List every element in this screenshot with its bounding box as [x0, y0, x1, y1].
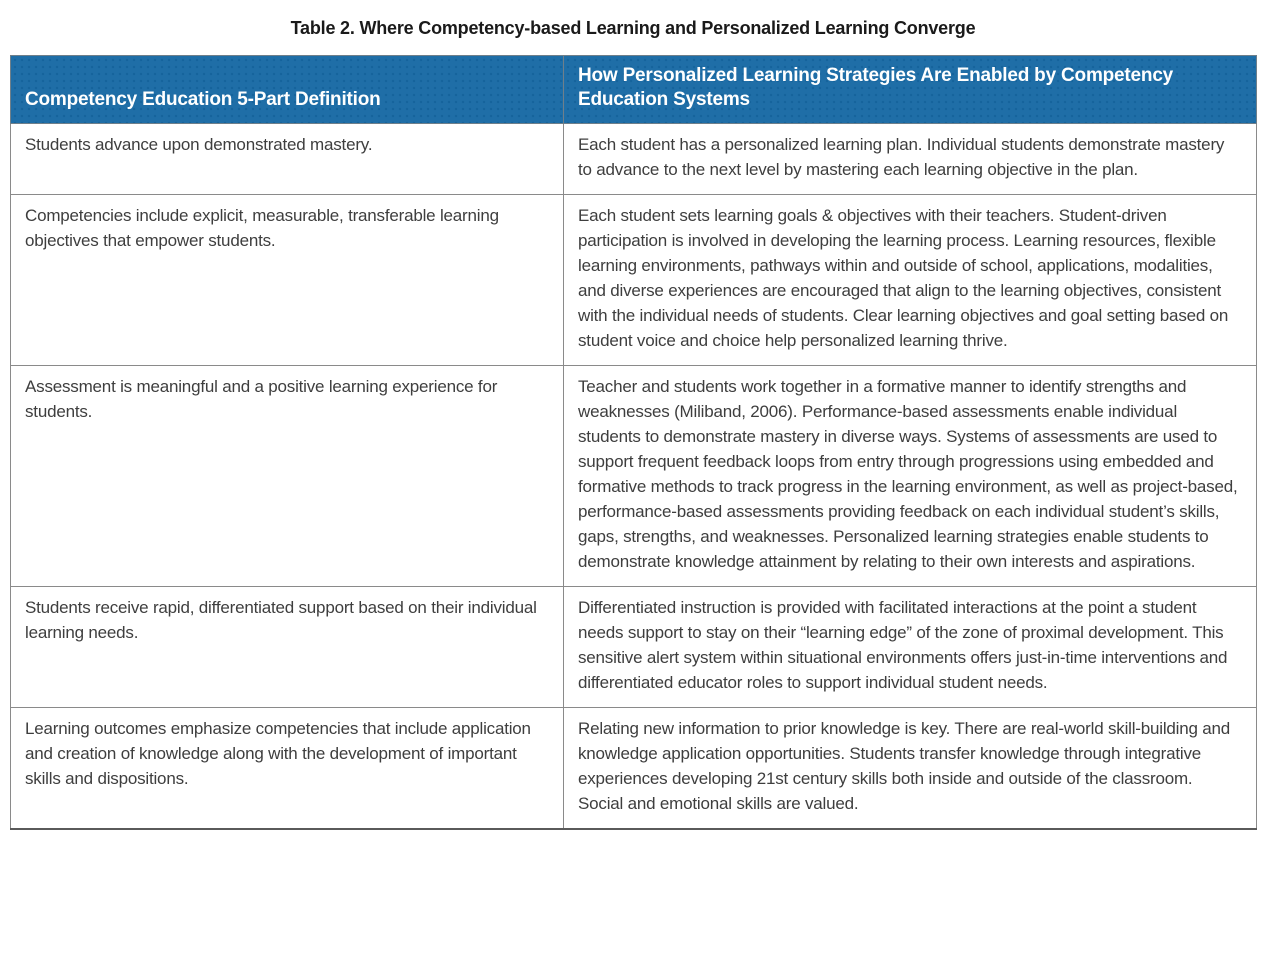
definition-cell: Competencies include explicit, measurable, transferable learning objectives that empower students.: [11, 195, 564, 366]
convergence-table: [10, 55, 1257, 830]
table-row: [11, 124, 1257, 195]
strategy-cell: Each student has a personalized learning plan. Individual students demonstrate mastery to advance to the next level by mastering each learning objective in the plan.: [564, 124, 1257, 195]
definition-cell: Students receive rapid, differentiated support based on their individual learning needs.: [11, 587, 564, 708]
header-row: [11, 56, 1257, 124]
strategy-cell: Relating new information to prior knowledge is key. There are real-world skill-building and knowledge application opportunities. Students transfer knowledge through integrative experiences developing 21st century skills both inside and outside of the classroom. Social and emotional skills are valued.: [564, 708, 1257, 830]
definition-cell: Assessment is meaningful and a positive learning experience for students.: [11, 366, 564, 587]
strategy-cell: Teacher and students work together in a formative manner to identify strengths and weaknesses (Miliband, 2006). Performance-based assessments enable individual students to demonstrate mastery in diverse ways. Systems of assessments are used to support frequent feedback loops from entry through progressions using embedded and formative methods to track progress in the learning environment, as well as project-based, performance-based assessments providing feedback on each individual student’s skills, gaps, strengths, and weaknesses. Personalized learning strategies enable students to demonstrate knowledge attainment by relating to their own interests and aspirations.: [564, 366, 1257, 587]
table-header: [11, 56, 1257, 124]
table-caption: Table 2. Where Competency-based Learning and Personalized Learning Converge: [290, 18, 976, 38]
definition-cell: Students advance upon demonstrated mastery.: [11, 124, 564, 195]
table-row: [11, 195, 1257, 366]
column-header-definition: Competency Education 5-Part Definition: [11, 56, 564, 124]
column-header-strategies: How Personalized Learning Strategies Are Enabled by Competency Education Systems: [564, 56, 1257, 124]
strategy-cell: Each student sets learning goals & objectives with their teachers. Student-driven participation is involved in developing the learning process. Learning resources, flexible learning environments, pathways within and outside of school, applications, modalities, and diverse experiences are encouraged that align to the learning objectives, consistent with the individual needs of students. Clear learning objectives and goal setting based on student voice and choice help personalized learning thrive.: [564, 195, 1257, 366]
table-row: [11, 366, 1257, 587]
strategy-cell: Differentiated instruction is provided with facilitated interactions at the point a student needs support to stay on their “learning edge” of the zone of proximal development. This sensitive alert system within situational environments offers just-in-time interventions and differentiated educator roles to support individual student needs.: [564, 587, 1257, 708]
table-body: [11, 124, 1257, 830]
definition-cell: Learning outcomes emphasize competencies that include application and creation of knowledge along with the development of important skills and dispositions.: [11, 708, 564, 830]
table-row: [11, 708, 1257, 830]
table-row: [11, 587, 1257, 708]
